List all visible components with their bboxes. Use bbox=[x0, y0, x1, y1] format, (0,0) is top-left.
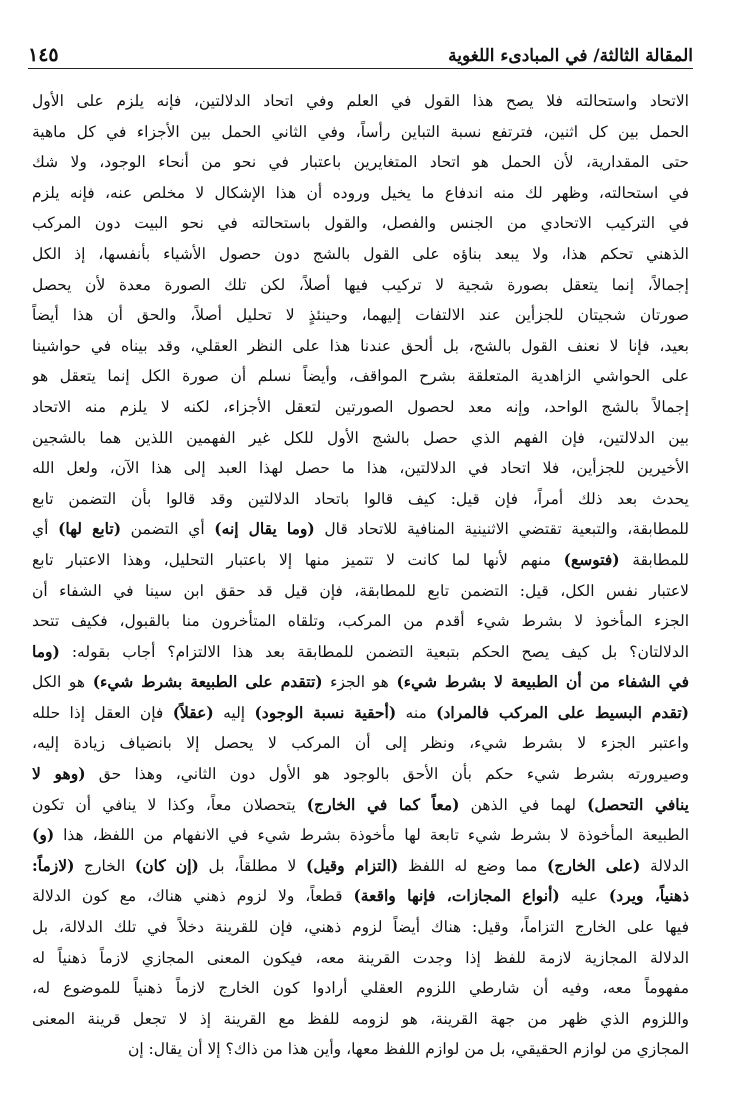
bold-matn-segment: (أحقية نسبة الوجود) bbox=[254, 702, 397, 722]
text-segment: لا مطلقاً، بل bbox=[198, 856, 306, 875]
text-segment: الدلالة المجازية لازمة للفظ إذا وجدت القرينة معه، فيكون المعنى المجازي لازماً ذهنياً له bbox=[32, 948, 689, 967]
text-line bbox=[32, 667, 689, 698]
text-segment: في استحالته، وظهر لك منه اندفاع ما يخيل وروده أن هذا الإشكال لا مخلص عنه، فإنه يلزم bbox=[32, 183, 689, 202]
text-line bbox=[32, 790, 689, 821]
text-segment: أي التضمن bbox=[121, 520, 215, 539]
text-line bbox=[32, 239, 689, 270]
text-line bbox=[32, 1004, 689, 1035]
text-segment: الأخيرين للجزأين، فلا اتحاد في الدلالتين، هذا ما حصل لهذا العبد إلى هذا الآن، ولعل الله bbox=[32, 459, 689, 478]
text-segment: الاتحاد واستحالته فلا يصح هذا القول في العلم وفي اتحاد الدلالتين، فإنه يلزم على الأول bbox=[32, 92, 689, 110]
text-line bbox=[32, 728, 689, 759]
text-line bbox=[32, 147, 689, 178]
text-segment: هو الجزء bbox=[322, 673, 397, 692]
text-line bbox=[32, 820, 689, 851]
text-segment: يتحصلان معاً، وكذا لا ينافي أن تكون bbox=[32, 795, 307, 814]
text-segment: المجازي من لوازم الحقيقي، بل من لوازم اللفظ معها، وأين هذا من ذاك؟ إلا أن يقال: إن bbox=[127, 1040, 689, 1059]
text-segment: يحدث بعد ذلك أمراً، فإن قيل: كيف قالوا باتحاد الدلالتين وقد قالوا بأن التضمن تابع bbox=[32, 489, 689, 508]
page-number: ١٤٥ bbox=[28, 44, 59, 66]
bold-matn-segment: (التزام وقيل) bbox=[306, 855, 399, 875]
text-line bbox=[32, 606, 689, 637]
text-line bbox=[32, 361, 689, 392]
text-segment: إليه bbox=[213, 703, 255, 722]
text-segment: الدلالتان؟ بل كيف يصح الحكم بتبعية التضمن للمطابقة بعد هذا الالتزام؟ أجاب بقوله: bbox=[59, 642, 689, 661]
text-segment: إجمالاً، إنما يتعقل بصورة شجية لا تركيب فيها أصلاً، لكن تلك الصورة معدة لأن يحصل bbox=[32, 275, 689, 294]
text-line bbox=[32, 1034, 689, 1065]
bold-matn-segment: (تقدم البسيط على المركب فالمراد) bbox=[436, 702, 689, 722]
text-segment: وصيرورته بشرط شيء حكم بأن الأحق بالوجود هو الأول دون الثاني، وهذا حق bbox=[85, 765, 689, 784]
text-line bbox=[32, 300, 689, 331]
text-segment: الجزء المأخوذ لا بشرط شيء أقدم من المركب، وتلقاه المتأخرون منا بالقبول، فكيف تتحد bbox=[32, 612, 689, 631]
text-line bbox=[32, 851, 689, 882]
text-segment: منه bbox=[396, 703, 437, 722]
text-line bbox=[32, 637, 689, 668]
text-line bbox=[32, 331, 689, 362]
bold-matn-segment: (وما يقال إنه) bbox=[214, 519, 315, 539]
text-line bbox=[32, 178, 689, 209]
bold-matn-segment: (إن كان) bbox=[134, 855, 199, 875]
text-line bbox=[32, 759, 689, 790]
bold-matn-segment: (عقلاً) bbox=[172, 702, 214, 722]
text-line bbox=[32, 514, 689, 545]
text-segment: لاعتبار نفس الكل، قيل: التضمن تابع للمطابقة، فإن قيل قد حقق ابن سينا في الشفاء أن bbox=[32, 581, 689, 600]
text-line bbox=[32, 545, 689, 576]
text-line bbox=[32, 484, 689, 515]
bold-matn-segment: (تتقدم على الطبيعة بشرط شيء) bbox=[92, 672, 323, 692]
text-line bbox=[32, 86, 689, 117]
text-segment: إجمالاً بالشج الواحد، وإنه معد لحصول الصورتين لتعقل الأجزاء، لكنه لا يلزم منه الاتحاد bbox=[32, 397, 689, 416]
body-text bbox=[32, 86, 689, 1065]
header-rule bbox=[28, 68, 693, 69]
text-segment: الخارج bbox=[74, 856, 135, 875]
text-line bbox=[32, 208, 689, 239]
text-segment: الذهني تحكم هذا، ولا يبعد بناؤه على القول بالشج دون حصول الأشياء بأنفسها، إذ الكل bbox=[32, 244, 689, 263]
text-segment: مفهوماً معه، وفيه أن شارطي اللزوم العقلي أرادوا كون الخارج لازماً ذهنياً للموضوع له، bbox=[32, 979, 689, 998]
text-line bbox=[32, 881, 689, 912]
text-segment: لهما في الذهن bbox=[459, 795, 588, 814]
bold-matn-segment: (وهو لا bbox=[32, 764, 86, 784]
text-line bbox=[32, 270, 689, 301]
text-line bbox=[32, 576, 689, 607]
bold-matn-segment: (وما bbox=[32, 641, 60, 661]
text-segment: الطبيعة المأخوذة لا بشرط شيء تابعة لها مأخوذة بشرط شيء في الانفهام من اللفظ، هذا bbox=[54, 826, 689, 845]
running-title: المقالة الثالثة/ في المبادىء اللغوية bbox=[448, 46, 693, 66]
text-line bbox=[32, 423, 689, 454]
text-segment: واعتبر الجزء لا بشرط شيء، ونظر إلى أن المركب لا يحصل إلا بانضياف زيادة إليه، bbox=[32, 734, 689, 753]
text-segment: للمطابقة bbox=[619, 550, 689, 569]
text-line bbox=[32, 912, 689, 943]
bold-matn-segment: (لازماً: bbox=[32, 855, 75, 875]
text-line bbox=[32, 943, 689, 974]
text-segment: فإن العقل إذا حلله bbox=[32, 703, 173, 722]
text-segment: بين الدلالتين، فإن الفهم الذي حصل بالشج الأول للكل غير الفهمين اللذين هما بالشجين bbox=[32, 428, 689, 447]
bold-matn-segment: (و) bbox=[32, 825, 55, 845]
text-segment: الحمل بين كل اثنين، فترتفع نسبة التباين رأساً، وفي الثاني الحمل بين الأجزاء في كل ماهية bbox=[32, 122, 689, 141]
bold-matn-segment: ذهنياً، ويرد) bbox=[608, 886, 689, 906]
bold-matn-segment: (معاً كما في الخارج) bbox=[306, 794, 460, 814]
text-segment: مما وضع له اللفظ bbox=[398, 856, 548, 875]
text-segment: حتى المقدارية، لأن الحمل هو اتحاد المتغايرين باعتبار في نحو من أنحاء الوجود، ولا شك bbox=[32, 153, 689, 172]
bold-matn-segment: في الشفاء من أن الطبيعة لا بشرط شيء) bbox=[396, 672, 689, 692]
text-segment: للمطابقة، والتبعية تقتضي الاثنينية المنافية للاتحاد قال bbox=[314, 520, 689, 539]
bold-matn-segment: ينافي التحصل) bbox=[587, 794, 689, 814]
text-line bbox=[32, 973, 689, 1004]
text-line bbox=[32, 453, 689, 484]
text-segment: واللزوم الذي ظهر من جهة القرينة، هو لزومه للفظ مع القرينة إذ لا تجعل قرينة المعنى bbox=[32, 1009, 689, 1028]
bold-matn-segment: (فتوسع) bbox=[563, 549, 620, 569]
text-segment: منهم لأنها لما كانت لا تتميز منها إلا باعتبار التحليل، وهذا الاعتبار تابع bbox=[32, 550, 564, 569]
text-line bbox=[32, 392, 689, 423]
text-segment: صورتان شجيتان للجزأين عند الالتفات إليهما، وحينئذٍ لا تحليل أصلاً، والحق أن هذا أيضاً bbox=[32, 306, 689, 325]
text-segment: هو الكل bbox=[32, 673, 93, 692]
text-segment: قطعاً، ولا لزوم ذهني هناك، مع كون الدلالة bbox=[32, 887, 354, 906]
bold-matn-segment: (على الخارج) bbox=[547, 855, 641, 875]
text-line bbox=[32, 698, 689, 729]
text-segment: فيها على الخارج التزاماً، وقيل: هناك أيضاً لزوم ذهني، فإن للقرينة دخلاً في تلك الدلالة، بل bbox=[32, 918, 689, 937]
page-header bbox=[28, 32, 693, 66]
text-segment: على الحواشي الزاهدية المتعلقة بشرح المواقف، وأيضاً نسلم أن صورة الكل إنما يتعقل هو bbox=[32, 367, 689, 386]
bold-matn-segment: (أنواع المجازات، فإنها واقعة) bbox=[353, 886, 560, 906]
text-segment: الدلالة bbox=[640, 856, 689, 875]
bold-matn-segment: (تابع لها) bbox=[58, 519, 122, 539]
text-segment: عليه bbox=[559, 887, 609, 906]
text-segment: بعيد، فإنا لا نعنف القول بالشج، بل ألحق عندنا هذا على النظر العقلي، وقد بيناه في حواشينا bbox=[32, 336, 689, 355]
text-segment: في التركيب الاتحادي من الجنس والفصل، والقول باستحالته في نحو البيت دون المركب bbox=[32, 214, 689, 233]
text-segment: أي bbox=[32, 520, 59, 539]
text-line bbox=[32, 117, 689, 148]
